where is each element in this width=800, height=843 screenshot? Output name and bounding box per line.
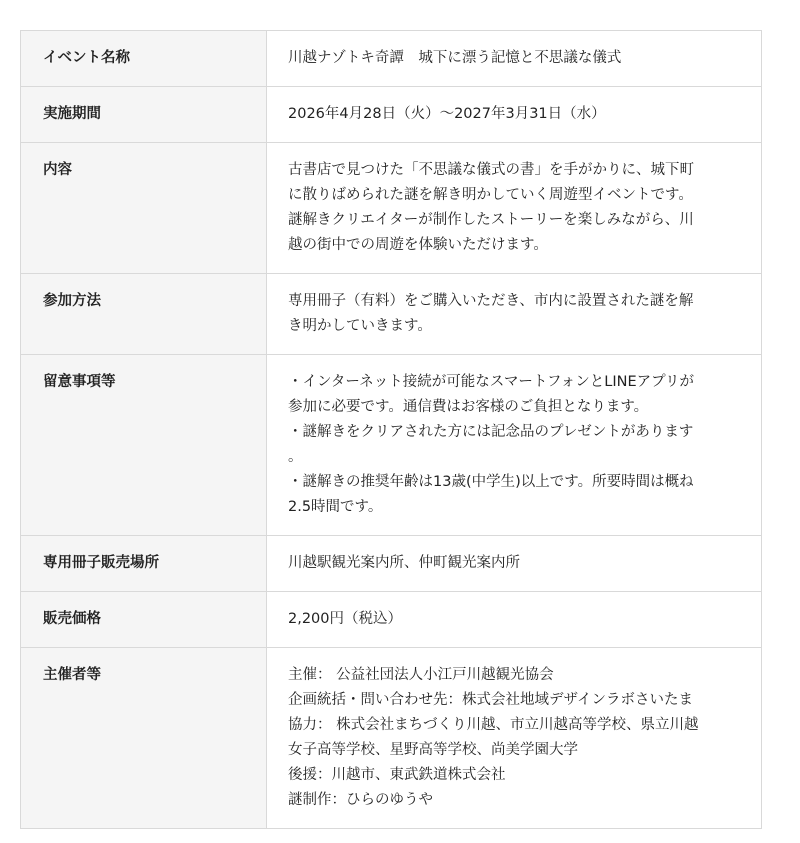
table-row-notes <box>21 355 762 536</box>
row-value-line: ・謎解きをクリアされた方には記念品のプレゼントがあります <box>288 424 694 440</box>
row-value-line: 2,200円（税込） <box>288 611 403 627</box>
row-label: イベント名称 <box>21 31 267 87</box>
row-value-line: 謎解きクリエイターが制作したストーリーを楽しみながら、川 <box>288 212 694 228</box>
row-value-line: 川越ナゾトキ奇譚 城下に漂う記憶と不思議な儀式 <box>288 50 622 66</box>
row-value-line: 協力： 株式会社まちづくり川越、市立川越高等学校、県立川越 <box>288 717 699 733</box>
table-row-participation <box>21 274 762 355</box>
table-row-booklet-sales-location <box>21 536 762 592</box>
row-value-line: 。 <box>288 449 303 465</box>
row-value <box>267 143 762 274</box>
row-value-line: 参加に必要です。通信費はお客様のご負担となります。 <box>288 399 649 415</box>
row-label: 主催者等 <box>21 648 267 829</box>
event-info-table <box>20 30 762 829</box>
row-label: 実施期間 <box>21 87 267 143</box>
row-value <box>267 648 762 829</box>
row-label: 留意事項等 <box>21 355 267 536</box>
table-row-content <box>21 143 762 274</box>
row-value <box>267 536 762 592</box>
table-row-organizers <box>21 648 762 829</box>
row-value-line: に散りばめられた謎を解き明かしていく周遊型イベントです。 <box>288 187 693 203</box>
row-label: 専用冊子販売場所 <box>21 536 267 592</box>
row-label: 参加方法 <box>21 274 267 355</box>
row-value-line: 2.5時間です。 <box>288 499 383 515</box>
row-value <box>267 274 762 355</box>
row-value-line: ・謎解きの推奨年齢は13歳(中学生)以上です。所要時間は概ね <box>288 474 694 490</box>
table-row-event-name <box>21 31 762 87</box>
row-value-line: 専用冊子（有料）をご購入いただき、市内に設置された謎を解 <box>288 293 694 309</box>
row-value-line: 2026年4月28日（火）～2027年3月31日（水） <box>288 106 606 122</box>
row-value <box>267 31 762 87</box>
row-value-line: 企画統括・問い合わせ先：株式会社地域デザインラボさいたま <box>288 692 693 708</box>
table-row-price <box>21 592 762 648</box>
row-label: 内容 <box>21 143 267 274</box>
row-value-line: 越の街中での周遊を体験いただけます。 <box>288 237 548 253</box>
row-value <box>267 87 762 143</box>
table-row-period <box>21 87 762 143</box>
row-value-line: 川越駅観光案内所、仲町観光案内所 <box>288 555 520 571</box>
row-label: 販売価格 <box>21 592 267 648</box>
row-value-line: 後援：川越市、東武鉄道株式会社 <box>288 767 506 783</box>
row-value-line: 主催： 公益社団法人小江戸川越観光協会 <box>288 667 554 683</box>
row-value-line: 謎制作：ひらのゆうや <box>288 792 433 808</box>
row-value-line: 女子高等学校、星野高等学校、尚美学園大学 <box>288 742 578 758</box>
row-value <box>267 355 762 536</box>
event-info-table-body <box>21 31 762 829</box>
row-value-line: ・インターネット接続が可能なスマートフォンとLINEアプリが <box>288 374 695 390</box>
row-value <box>267 592 762 648</box>
row-value-line: き明かしていきます。 <box>288 318 432 334</box>
row-value-line: 古書店で見つけた「不思議な儀式の書」を手がかりに、城下町 <box>288 162 694 178</box>
